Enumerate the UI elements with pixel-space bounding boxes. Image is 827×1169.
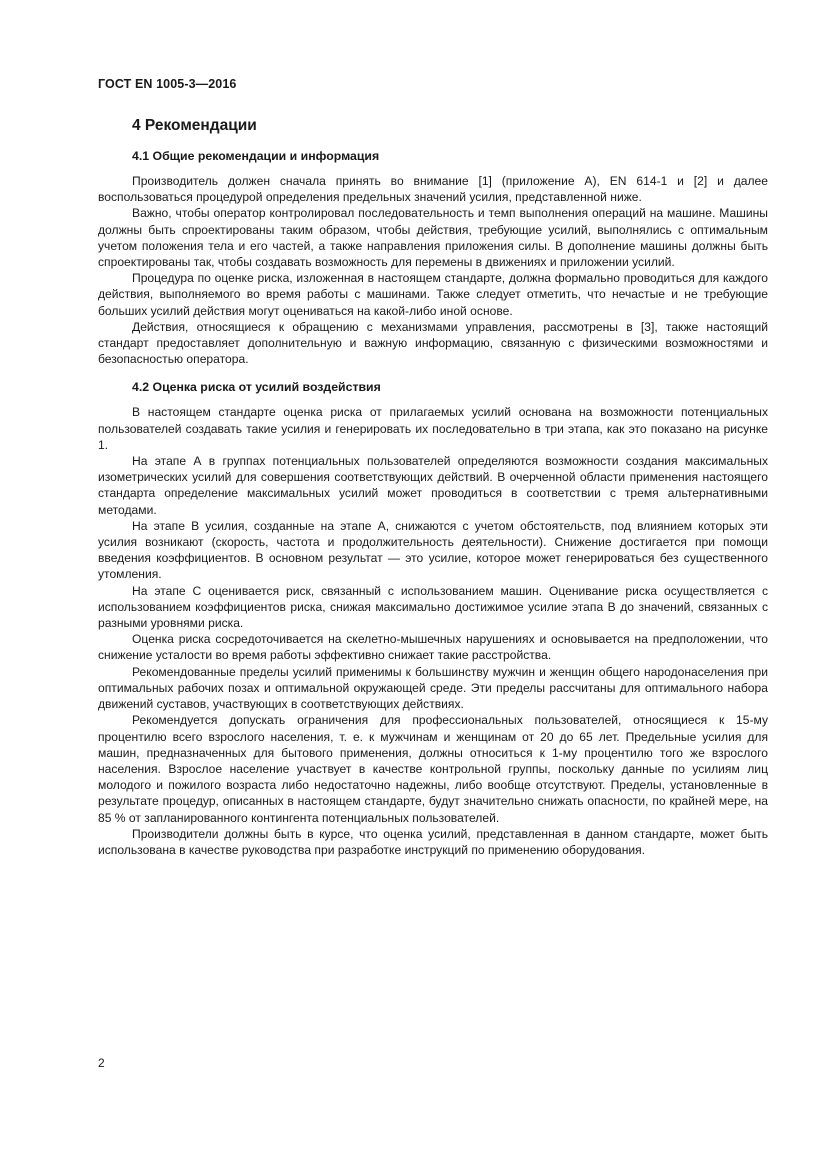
paragraph: Важно, чтобы оператор контролировал последовательность и темп выполнения операций на машине. Машины должны быть спроектированы таким образом, чтобы действия, требующие усилий, выполнялись с оптимальным учетом положения тела и его частей, а также направления приложения силы. В дополнение машины должны быть спроектированы так, чтобы создавать возможность для перемены в движениях и приложении усилий. — [98, 206, 768, 270]
page-number: 2 — [98, 1056, 105, 1070]
section-4-2-title: 4.2 Оценка риска от усилий воздействия — [132, 380, 381, 395]
paragraph: Производитель должен сначала принять во внимание [1] (приложение А), EN 614-1 и [2] и далее воспользоваться процедурой определения предельных значений усилия, представленной ниже. — [98, 174, 768, 205]
paragraph: На этапе С оценивается риск, связанный с использованием машин. Оценивание риска осуществляется с использованием коэффициентов риска, снижая максимально достижимое усилие этапа В до значений, связанных с разными уровнями риска. — [98, 583, 768, 631]
document-header: ГОСТ EN 1005-3—2016 — [98, 77, 237, 91]
paragraph: На этапе А в группах потенциальных пользователей определяются возможности создания максимальных изометрических усилий для совершения соответствующих действий. В очерченной области применения настоящего стандарта определение максимальных усилий может проводиться в соответствии с тремя альтернативными методами. — [98, 454, 768, 517]
paragraph: Оценка риска сосредоточивается на скелетно-мышечных нарушениях и основывается на предположении, что снижение усталости во время работы эффективно снижает такие расстройства. — [98, 632, 768, 663]
paragraph: Рекомендованные пределы усилий применимы к большинству мужчин и женщин общего народонаселения при оптимальных рабочих позах и оптимальной окружающей среде. Эти пределы рассчитаны для оптимального набора движений суставов, участвующих в соответствующих действиях. — [98, 664, 768, 712]
page-content — [98, 116, 768, 858]
paragraph: На этапе В усилия, созданные на этапе А, снижаются с учетом обстоятельств, под влиянием которых эти усилия возникают (скорость, частота и продолжительность деятельности). Снижение достигается при помощи введения коэффициентов. В основном результат — это усилие, которое может генерироваться без существенного утомления. — [98, 518, 768, 582]
paragraph: Производители должны быть в курсе, что оценка усилий, представленная в данном стандарте, может быть использована в качестве руководства при разработке инструкций по применению оборудования. — [98, 826, 768, 857]
paragraph: Рекомендуется допускать ограничения для профессиональных пользователей, относящиеся к 15-му процентилю всего взрослого населения, т. е. к мужчинам и женщинам от 20 до 65 лет. Предельные усилия для машин, предназначенных для бытового применения, должны относиться к 1-му процентилю того же взрослого населения. Взрослое население участвует в качестве контрольной группы, поскольку данные по усилиям лиц молодого и пожилого возраста либо недостаточно надежны, либо вообще отсутствуют. Пределы, установленные в результате процедур, описанных в настоящем стандарте, будут значительно снижать опасности, по крайней мере, на 85 % от запланированного контингента потенциальных пользователей. — [98, 713, 768, 825]
paragraph: В настоящем стандарте оценка риска от прилагаемых усилий основана на возможности потенциальных пользователей создавать такие усилия и генерировать их последовательно в три этапа, как это показано на рисунке 1. — [98, 405, 768, 452]
section-4-1-title: 4.1 Общие рекомендации и информация — [132, 149, 380, 163]
paragraph: Действия, относящиеся к обращению с механизмами управления, рассмотрены в [3], также настоящий стандарт предоставляет дополнительную и важную информацию, связанную с физическими возможностями и безопасностью оператора. — [98, 319, 768, 367]
section-4-title: 4 Рекомендации — [132, 117, 257, 134]
paragraph: Процедура по оценке риска, изложенная в настоящем стандарте, должна формально проводиться для каждого действия, выполняемого во время работы с машинами. Также следует отметить, что нечастые и не требующие больших усилий действия могут оцениваться на какой-либо иной основе. — [98, 271, 768, 318]
